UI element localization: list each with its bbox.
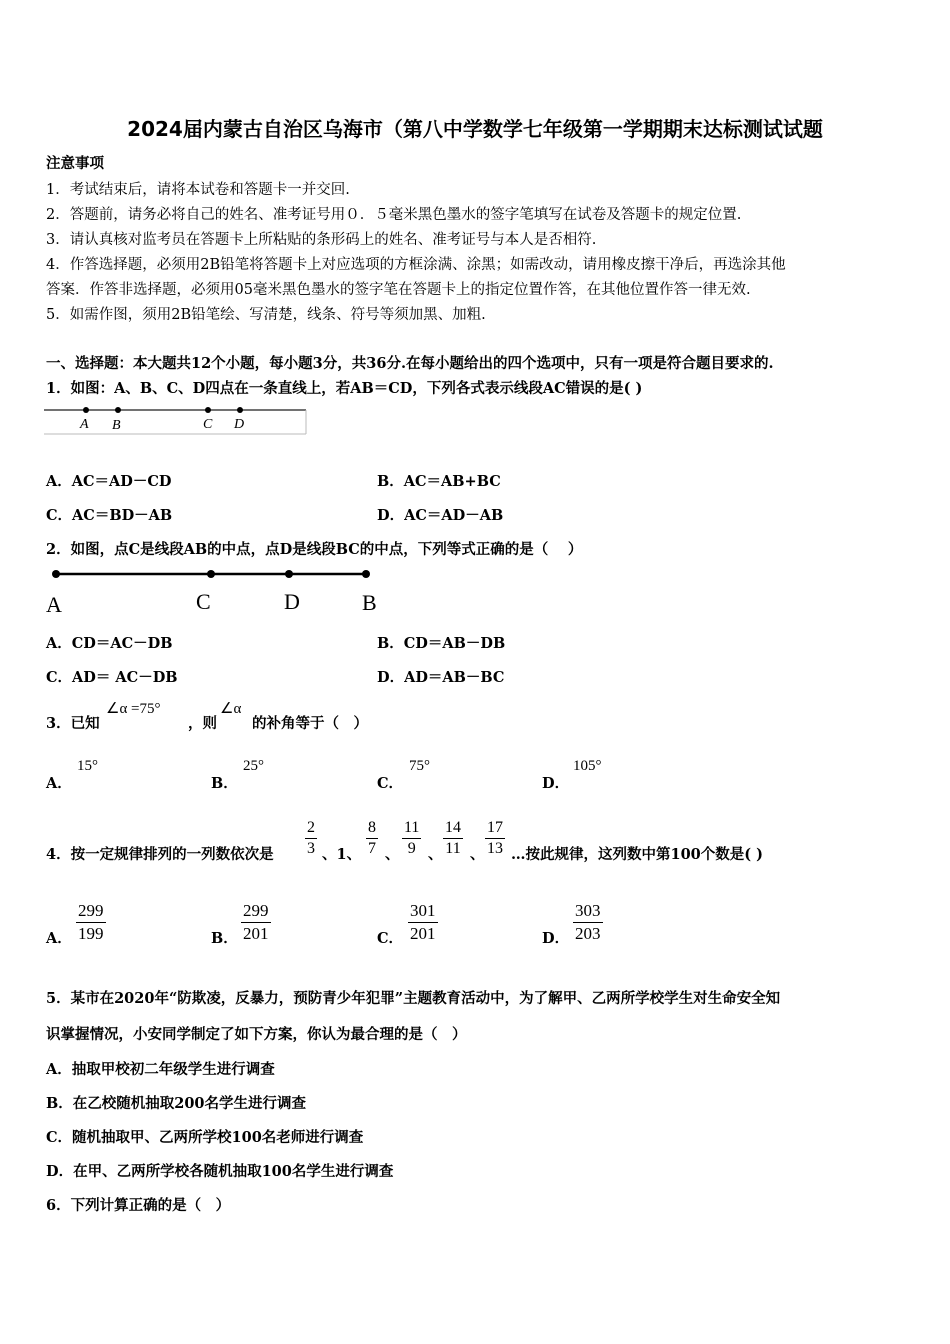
q5-stem-line-1: 5．某市在2020年“防欺凌，反暴力，预防青少年犯罪”主题教育活动中，为了解甲、乙两所学校学生对生命安全知: [46, 990, 781, 1007]
q3-option-a-letter[interactable]: A．: [46, 775, 72, 792]
q4-suffix: …按此规律，这列数中第100个数是( ): [511, 846, 764, 863]
q4-option-c-letter[interactable]: C．: [377, 930, 404, 947]
q4-prefix: 4．按一定规律排列的一列数依次是: [46, 846, 274, 863]
q1-label-c: C: [203, 417, 213, 432]
q4-option-a-letter[interactable]: A．: [46, 930, 72, 947]
q4-option-b-letter[interactable]: B．: [211, 930, 238, 947]
q3-angle: ∠α: [220, 701, 242, 717]
q4-seq-term-1: [305, 818, 317, 859]
q2-label-c: C: [196, 589, 211, 614]
q4-sep-3: 、: [428, 846, 443, 863]
q3-middle: ，则: [188, 715, 217, 732]
q4-sep-2: 、: [385, 846, 400, 863]
q4-seq-den-2: 7: [368, 840, 376, 857]
q2-label-d: D: [284, 589, 300, 614]
notice-heading: 注意事项: [46, 155, 104, 172]
q3-given-angle: ∠α =75°: [106, 701, 161, 717]
q1-label-b: B: [112, 418, 121, 433]
q2-point-a: [52, 570, 60, 578]
q3-option-b-value: 25°: [243, 758, 264, 774]
q2-option-c[interactable]: C．AD＝ AC－DB: [46, 669, 178, 686]
q1-label-a: A: [80, 417, 89, 432]
q4-option-c-value: [408, 900, 438, 945]
q1-label-d: D: [234, 417, 245, 432]
q2-option-d[interactable]: D．AD＝AB－BC: [377, 669, 505, 686]
notice-item-4-cont: 答案．作答非选择题，必须用05毫米黑色墨水的签字笔在答题卡上的指定位置作答，在其他位置作答一律无效.: [46, 282, 751, 298]
q4-seq-den-5: 13: [487, 840, 503, 857]
q1-option-c[interactable]: C．AC＝BD－AB: [46, 507, 173, 524]
q5-option-d[interactable]: D．在甲、乙两所学校各随机抽取100名学生进行调查: [46, 1163, 394, 1180]
q1-option-a[interactable]: A．AC＝AD－CD: [46, 473, 172, 490]
q2-figure: [46, 566, 386, 618]
q2-label-b: B: [362, 590, 377, 615]
q2-label-a: A: [46, 592, 62, 617]
q4-seq-num-3: 11: [402, 818, 421, 839]
notice-item-5: 5．如需作图，须用2B铅笔绘、写清楚，线条、符号等须加黑、加粗.: [46, 307, 486, 323]
q1-point-d: [237, 407, 243, 413]
q4-option-a-num: 299: [76, 900, 106, 923]
q4-seq-num-2: 8: [366, 818, 378, 839]
q4-option-b-den: 201: [243, 924, 269, 943]
q4-sep-1: 、1、: [322, 846, 362, 863]
q3-suffix: 的补角等于（ ）: [252, 715, 368, 732]
q2-point-d: [285, 570, 293, 578]
page-title: 2024届内蒙古自治区乌海市（第八中学数学七年级第一学期期末达标测试试题: [127, 117, 823, 141]
q3-option-a-value: 15°: [77, 758, 98, 774]
notice-item-2: 2．答题前，请务必将自己的姓名、准考证号用０．５毫米黑色墨水的签字笔填写在试卷及答题卡的规定位置.: [46, 207, 742, 223]
q1-figure: [44, 400, 308, 440]
q4-seq-term-2: [366, 818, 378, 859]
notice-item-1: 1．考试结束后，请将本试卷和答题卡一并交回.: [46, 182, 350, 198]
q4-option-d-value: [573, 900, 603, 945]
q6-stem: 6．下列计算正确的是（ ）: [46, 1197, 231, 1214]
q4-seq-den-1: 3: [307, 840, 315, 857]
q1-stem: 1．如图：A、B、C、D四点在一条直线上，若AB＝CD，下列各式表示线段AC错误的是( ): [46, 380, 643, 397]
q4-option-d-den: 203: [575, 924, 601, 943]
q3-option-c-letter[interactable]: C．: [377, 775, 404, 792]
q1-option-d[interactable]: D．AC＝AD－AB: [377, 507, 504, 524]
q4-option-c-num: 301: [408, 900, 438, 923]
q2-option-b[interactable]: B．CD＝AB－DB: [377, 635, 506, 652]
q5-option-a[interactable]: A．抽取甲校初二年级学生进行调查: [46, 1061, 275, 1078]
q5-option-b[interactable]: B．在乙校随机抽取200名学生进行调查: [46, 1095, 307, 1112]
q4-option-d-num: 303: [573, 900, 603, 923]
q4-seq-term-4: [443, 818, 463, 859]
q3-option-d-letter[interactable]: D．: [542, 775, 570, 792]
notice-item-4: 4．作答选择题，必须用2B铅笔将答题卡上对应选项的方框涂满、涂黑；如需改动，请用橡皮擦干净后，再选涂其他: [46, 257, 786, 273]
q2-stem: 2．如图，点C是线段AB的中点，点D是线段BC的中点，下列等式正确的是（ ）: [46, 541, 583, 558]
q2-option-a[interactable]: A．CD＝AC－DB: [46, 635, 173, 652]
q4-sep-4: 、: [470, 846, 485, 863]
q2-point-c: [207, 570, 215, 578]
q4-option-a-den: 199: [78, 924, 104, 943]
q4-seq-num-4: 14: [443, 818, 463, 839]
q3-option-b-letter[interactable]: B．: [211, 775, 238, 792]
q4-seq-num-5: 17: [485, 818, 505, 839]
q4-option-d-letter[interactable]: D．: [542, 930, 570, 947]
q4-seq-den-3: 9: [407, 840, 416, 857]
q3-prefix: 3．已知: [46, 715, 100, 732]
q3-option-c-value: 75°: [409, 758, 430, 774]
q4-seq-term-3: [402, 818, 421, 859]
q4-seq-den-4: 11: [445, 840, 461, 857]
q4-option-b-num: 299: [241, 900, 271, 923]
q1-option-b[interactable]: B．AC＝AB+BC: [377, 473, 501, 490]
q4-seq-term-5: [485, 818, 505, 859]
notice-item-3: 3．请认真核对监考员在答题卡上所粘贴的条形码上的姓名、准考证号与本人是否相符.: [46, 232, 597, 248]
q5-option-c[interactable]: C．随机抽取甲、乙两所学校100名老师进行调查: [46, 1129, 364, 1146]
q1-point-b: [115, 407, 121, 413]
q4-option-a-value: [76, 900, 106, 945]
q4-seq-num-1: 2: [305, 818, 317, 839]
q4-option-c-den: 201: [410, 924, 436, 943]
q5-stem-line-2: 识掌握情况，小安同学制定了如下方案，你认为最合理的是（ ）: [46, 1026, 467, 1043]
q1-point-c: [205, 407, 211, 413]
q4-option-b-value: [241, 900, 271, 945]
q3-option-d-value: 105°: [573, 758, 602, 774]
q1-point-a: [83, 407, 89, 413]
section-heading: 一、选择题：本大题共12个小题，每小题3分，共36分.在每小题给出的四个选项中，只有一项是符合题目要求的.: [46, 355, 774, 372]
q2-point-b: [362, 570, 370, 578]
